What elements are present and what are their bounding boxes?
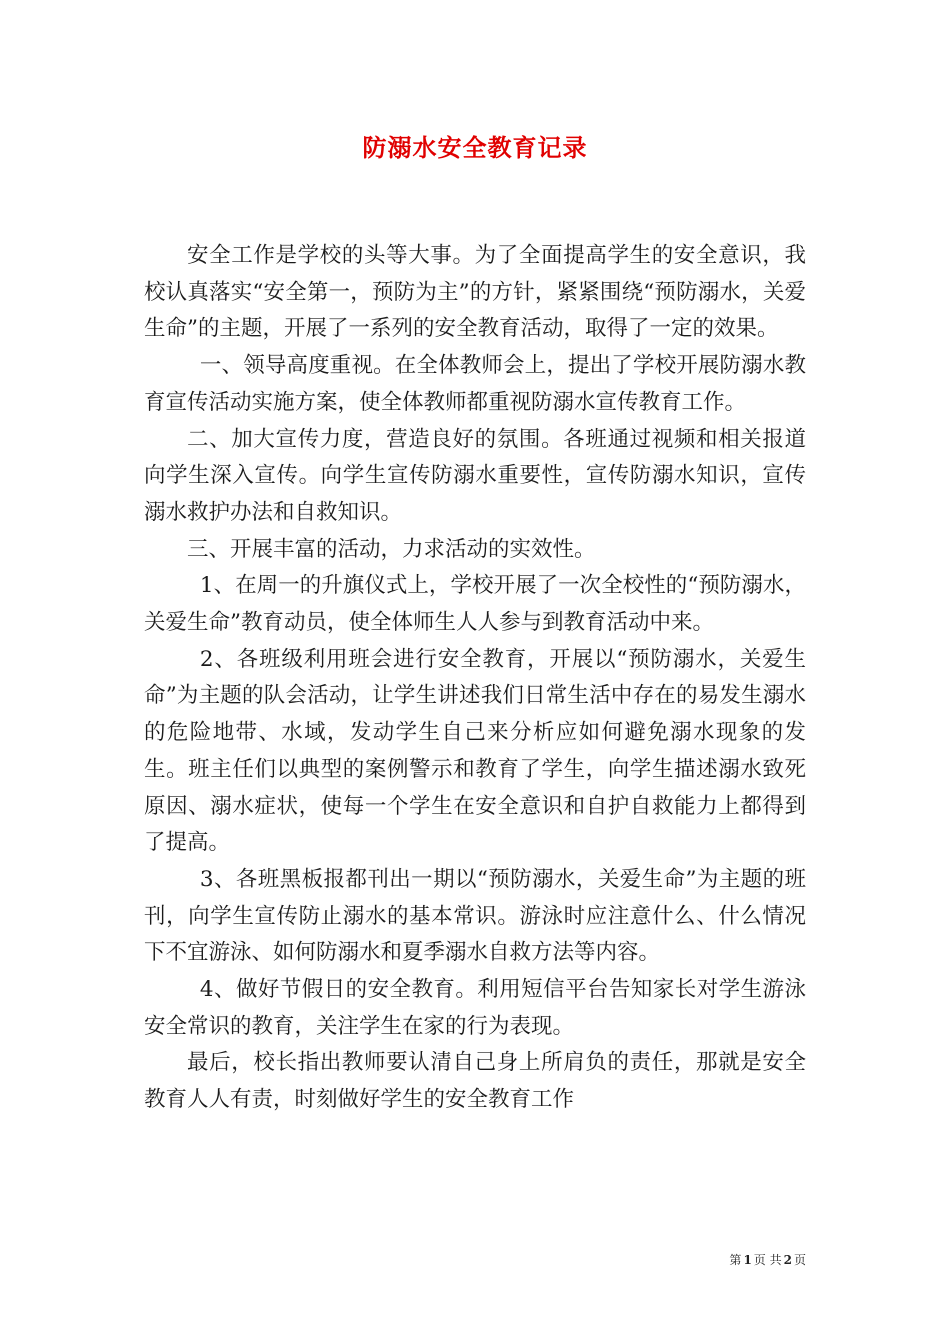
document-title: 防溺水安全教育记录: [362, 133, 588, 162]
document-body: [144, 238, 806, 1119]
paragraph-intro: 安全工作是学校的头等大事。为了全面提高学生的安全意识，我校认真落实“安全第一，预防为主”的方针，紧紧围绕“预防溺水，关爱生命”的主题，开展了一系列的安全教育活动，取得了一定的效果。: [144, 243, 806, 342]
page-number-footer: [729, 1252, 806, 1268]
paragraph-item-4: 4、做好节假日的安全教育。利用短信平台告知家长对学生游泳安全常识的教育，关注学生在家的行为表现。: [144, 977, 806, 1039]
footer-current-page: 1: [743, 1253, 752, 1267]
paragraph-conclusion: 最后，校长指出教师要认清自己身上所肩负的责任，那就是安全教育人人有责，时刻做好学生的安全教育工作: [144, 1050, 806, 1113]
paragraph-section-3: 三、开展丰富的活动，力求活动的实效性。: [187, 536, 596, 562]
paragraph-section-1: 一、领导高度重视。在全体教师会上，提出了学校开展防溺水教育宣传活动实施方案，使全体教师都重视防溺水宣传教育工作。: [144, 353, 806, 415]
footer-prefix: 第: [729, 1253, 742, 1267]
paragraph-item-3: 3、各班黑板报都刊出一期以“预防溺水，关爱生命”为主题的班刊，向学生宣传防止溺水的基本常识。游泳时应注意什么、什么情况下不宜游泳、如何防溺水和夏季溺水自救方法等内容。: [144, 866, 806, 966]
paragraph-item-1: 1、在周一的升旗仪式上，学校开展了一次全校性的“预防溺水，关爱生命”教育动员，使全体师生人人参与到教育活动中来。: [144, 573, 806, 636]
paragraph-section-2: 二、加大宣传力度，营造良好的氛围。各班通过视频和相关报道向学生深入宣传。向学生宣传防溺水重要性，宣传防溺水知识，宣传溺水救护办法和自救知识。: [144, 426, 806, 525]
footer-middle: 页 共: [753, 1253, 782, 1267]
footer-suffix: 页: [793, 1253, 806, 1267]
footer-total-pages: 2: [783, 1253, 792, 1267]
paragraph-item-2: 2、各班级利用班会进行安全教育，开展以“预防溺水，关爱生命”为主题的队会活动，让学生讲述我们日常生活中存在的易发生溺水的危险地带、水域，发动学生自己来分析应如何避免溺水现象的发生。班主任们以典型的案例警示和教育了学生，向学生描述溺水致死原因、溺水症状，使每一个学生在安全意识和自护自救能力上都得到了提高。: [144, 646, 806, 856]
